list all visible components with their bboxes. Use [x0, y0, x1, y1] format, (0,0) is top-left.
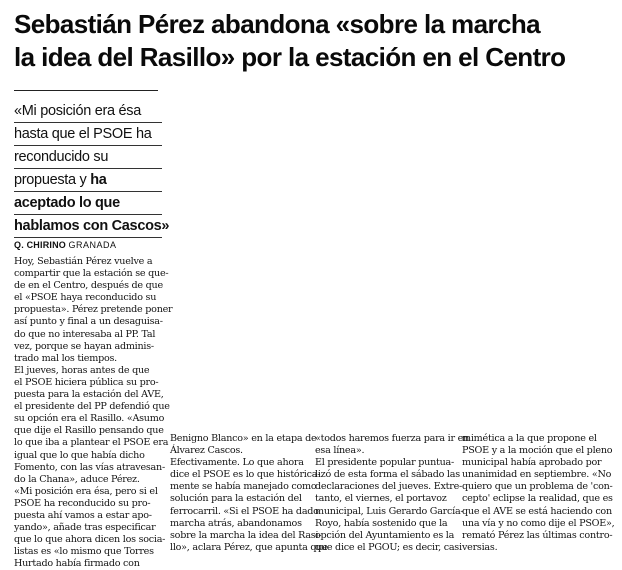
- body-text-line: igual que lo que había dicho: [14, 449, 145, 461]
- pullquote-line-4: [14, 169, 162, 192]
- body-text-line: dice el PSOE es lo que histórica-: [170, 469, 321, 481]
- body-text-line: listas es «lo mismo que Torres: [14, 546, 154, 558]
- body-text-line: que lo que ahora dicen los socia-: [14, 534, 166, 546]
- body-text-line: lizó de esta forma el sábado las: [315, 469, 460, 481]
- pullquote: [14, 100, 170, 238]
- body-text-line: compartir que la estación se que-: [14, 268, 169, 280]
- body-text-line: Álvarez Cascos.: [170, 445, 243, 457]
- pullquote-top-rule: [14, 90, 158, 91]
- pullquote-line-5: aceptado lo que: [14, 192, 162, 215]
- body-text-line: propuesta». Pérez pretende poner: [14, 304, 173, 316]
- body-text-line: quiero que un problema de 'con-: [462, 481, 613, 493]
- body-text-line: Hurtado había firmado con: [14, 558, 140, 570]
- body-text-line: El jueves, horas antes de que: [14, 364, 150, 376]
- body-column-3: [315, 433, 469, 554]
- body-text-line: mente se había manejado como: [170, 481, 317, 493]
- body-text-line: llo», aclara Pérez, que apunta que: [170, 541, 328, 553]
- body-text-line: tanto, el viernes, el portavoz: [315, 493, 447, 505]
- body-text-line: sobre la marcha la idea del Rasi-: [170, 529, 322, 541]
- body-text-line: el PSOE hiciera pública su pro-: [14, 376, 159, 388]
- body-text-line: «todos haremos fuerza para ir en: [315, 433, 469, 444]
- body-text-line: unanimidad en septiembre. «No: [462, 469, 612, 481]
- body-text-line: Royo, había sostenido que la: [315, 517, 448, 529]
- body-text-line: cepto' eclipse la realidad, que es: [462, 493, 613, 505]
- pullquote-line-4-bold: ha: [90, 172, 107, 188]
- body-text-line: opción del Ayuntamiento es la: [315, 529, 455, 541]
- byline: [14, 240, 117, 250]
- body-text-line: mimética a la que propone el: [462, 433, 597, 444]
- body-text-line: yando», añade tras especificar: [14, 522, 156, 534]
- body-text-line: una vía y no como dije el PSOE»,: [462, 517, 615, 529]
- body-text-line: el «PSOE haya reconducido su: [14, 292, 157, 304]
- body-text-line: solución para la estación del: [170, 493, 302, 505]
- byline-city: GRANADA: [68, 240, 117, 250]
- body-text-line: su opción era el Rasillo. «Asumo: [14, 413, 165, 425]
- body-text-line: Hoy, Sebastián Pérez vuelve a: [14, 256, 153, 267]
- pullquote-line-3: reconducido su: [14, 146, 162, 169]
- body-text-line: Benigno Blanco» en la etapa de: [170, 433, 317, 444]
- body-text-line: «Mi posición era ésa, pero si el: [14, 485, 158, 497]
- body-text-line: Fomento, con las vías atravesan-: [14, 461, 165, 473]
- body-text-line: ferrocarril. «Si el PSOE ha dado: [170, 505, 319, 517]
- body-text-line: así punto y final a un desaguisa-: [14, 316, 163, 328]
- body-text-line: Efectivamente. Lo que ahora: [170, 457, 304, 469]
- body-column-2: [170, 433, 328, 554]
- body-text-line: puesta ahí vamos a estar apo-: [14, 509, 152, 521]
- pullquote-line-2: hasta que el PSOE ha: [14, 123, 162, 146]
- body-text-line: que el AVE se está haciendo con: [462, 505, 612, 517]
- body-text-line: de en el Centro, después de que: [14, 280, 163, 292]
- headline-line-2: la idea del Rasillo» por la estación en el Centro: [14, 42, 566, 72]
- body-column-4: [462, 433, 615, 554]
- body-text-line: trado mal los tiempos.: [14, 352, 117, 364]
- body-text-line: El presidente popular puntua-: [315, 457, 455, 469]
- body-text-line: municipal, Luis Gerardo García-: [315, 505, 464, 517]
- body-text-line: vez, porque se hayan adminis-: [14, 340, 154, 352]
- body-text-line: marcha atrás, abandonamos: [170, 517, 302, 529]
- byline-author: Q. CHIRINO: [14, 240, 67, 250]
- pullquote-line-1: «Mi posición era ésa: [14, 100, 162, 123]
- body-text-line: esa línea».: [315, 445, 365, 457]
- body-text-line: declaraciones del jueves. Extre-: [315, 481, 462, 493]
- body-text-line: do la Chana», aduce Pérez.: [14, 473, 140, 485]
- body-text-line: versias.: [462, 541, 498, 553]
- body-text-line: puesta para la estación del AVE,: [14, 389, 164, 401]
- headline-line-1: Sebastián Pérez abandona «sobre la marcha: [14, 9, 540, 39]
- body-text-line: lo que iba a plantear el PSOE era: [14, 437, 169, 449]
- headline: [14, 8, 614, 74]
- body-text-line: PSOE y a la moción que el pleno: [462, 445, 613, 457]
- body-text-line: municipal había aprobado por: [462, 457, 602, 469]
- body-text-line: do que no interesaba al PP. Tal: [14, 328, 156, 340]
- body-text-line: PSOE ha reconducido su pro-: [14, 497, 151, 509]
- body-column-1: [14, 256, 173, 570]
- pullquote-line-6: hablamos con Cascos»: [14, 215, 162, 238]
- body-text-line: el presidente del PP defendió que: [14, 401, 170, 413]
- body-text-line: que dice el PGOU; es decir, casi: [315, 541, 462, 553]
- body-text-line: remató Pérez las últimas contro-: [462, 529, 613, 541]
- pullquote-line-4-regular: propuesta y: [14, 172, 91, 188]
- body-text-line: que dije el Rasillo pensando que: [14, 425, 164, 437]
